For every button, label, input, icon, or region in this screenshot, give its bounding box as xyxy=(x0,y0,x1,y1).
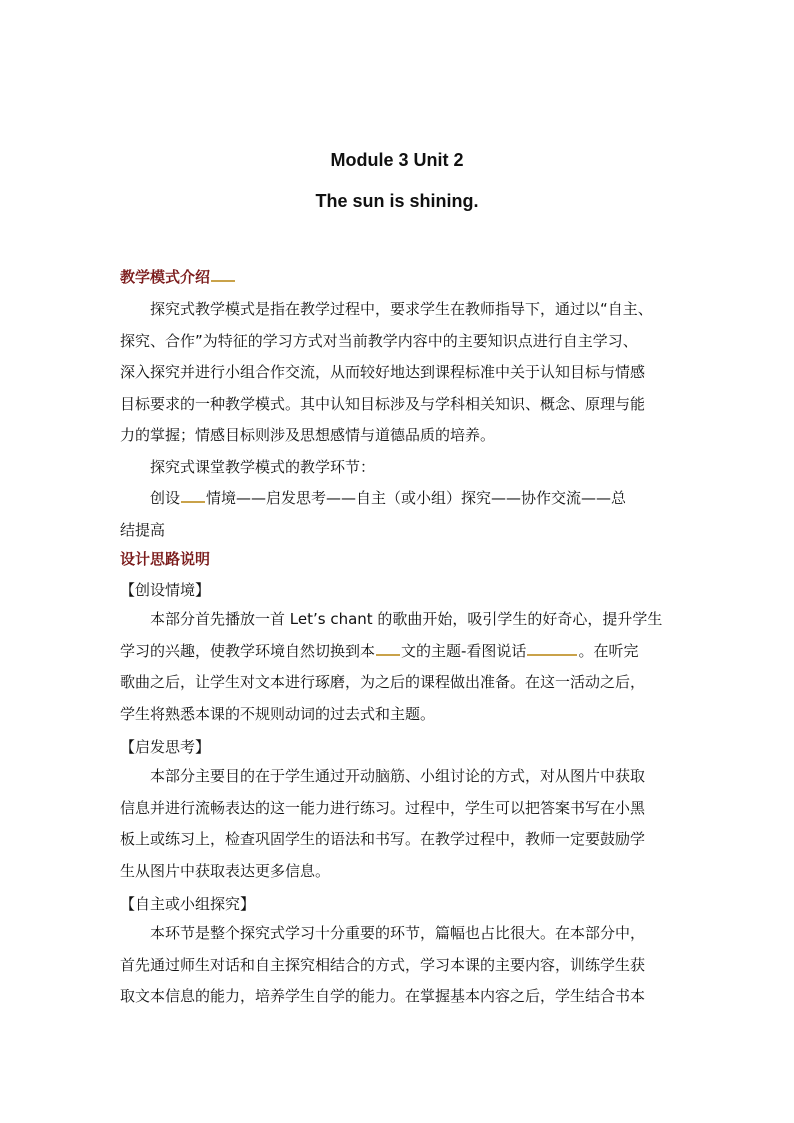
subsection-label-explore: 【自主或小组探究】 xyxy=(120,895,256,913)
text-fragment: 情境——启发思考——自主（或小组）探究——协作交流——总 xyxy=(206,489,627,507)
blank-underline xyxy=(527,640,577,656)
text-fragment: 创设 xyxy=(150,489,181,507)
text-line xyxy=(120,636,685,668)
text-line: 目标要求的一种教学模式。其中认知目标涉及与学科相关知识、概念、原理与能 xyxy=(120,394,646,413)
subsection-label-inspire: 【启发思考】 xyxy=(120,738,211,756)
text-line xyxy=(120,483,685,515)
text-line: 生从图片中获取表达更多信息。 xyxy=(120,861,331,880)
section-heading-design-idea: 设计思路说明 xyxy=(120,550,211,568)
blank-underline xyxy=(376,640,400,656)
paragraph-explore xyxy=(120,918,685,1013)
text-line: 探究、合作”为特征的学习方式对当前教学内容中的主要知识点进行自主学习、 xyxy=(120,331,638,350)
text-line: 本部分首先播放一首 Let’s chant 的歌曲开始，吸引学生的好奇心，提升学生 xyxy=(150,610,663,628)
text-fragment: 。在听完 xyxy=(578,641,639,660)
text-line: 歌曲之后，让学生对文本进行琢磨，为之后的课程做出准备。在这一活动之后， xyxy=(120,673,646,691)
text-line: 学生将熟悉本课的不规则动词的过去式和主题。 xyxy=(120,704,436,723)
blank-underline xyxy=(211,266,235,282)
section-heading-teaching-mode xyxy=(120,266,236,288)
text-line: 探究式教学模式是指在教学过程中，要求学生在教师指导下，通过以“自主、 xyxy=(150,300,653,318)
document-subtitle: The sun is shining. xyxy=(315,191,479,211)
text-line: 首先通过师生对话和自主探究相结合的方式，学习本课的主要内容，训练学生获 xyxy=(120,955,646,974)
blank-underline xyxy=(181,487,205,503)
text-line: 取文本信息的能力，培养学生自学的能力。在掌握基本内容之后，学生结合书本 xyxy=(120,987,646,1005)
text-line: 本环节是整个探究式学习十分重要的环节，篇幅也占比很大。在本部分中， xyxy=(150,924,646,942)
text-fragment: 学习的兴趣，使教学环境自然切换到本 xyxy=(120,641,376,660)
heading-text: 教学模式介绍 xyxy=(120,268,211,286)
text-line: 力的掌握；情感目标则涉及思想感情与道德品质的培养。 xyxy=(120,426,496,444)
text-line: 探究式课堂教学模式的教学环节： xyxy=(150,457,376,476)
subsection-label-situation: 【创设情境】 xyxy=(120,581,211,599)
text-line: 结提高 xyxy=(120,520,166,539)
text-line: 本部分主要目的在于学生通过开动脑筋、小组讨论的方式，对从图片中获取 xyxy=(150,767,646,785)
text-line: 深入探究并进行小组合作交流，从而较好地达到课程标准中关于认知目标与情感 xyxy=(120,363,646,381)
text-line: 板上或练习上，检查巩固学生的语法和书写。在教学过程中，教师一定要鼓励学 xyxy=(120,830,646,848)
paragraph-situation xyxy=(120,604,685,730)
paragraph-teaching-mode xyxy=(120,294,685,546)
text-line: 信息并进行流畅表达的这一能力进行练习。过程中，学生可以把答案书写在小黑 xyxy=(120,798,646,817)
document-title: Module 3 Unit 2 xyxy=(330,150,464,170)
paragraph-inspire xyxy=(120,761,685,887)
text-fragment: 文的主题-看图说话 xyxy=(401,641,527,660)
